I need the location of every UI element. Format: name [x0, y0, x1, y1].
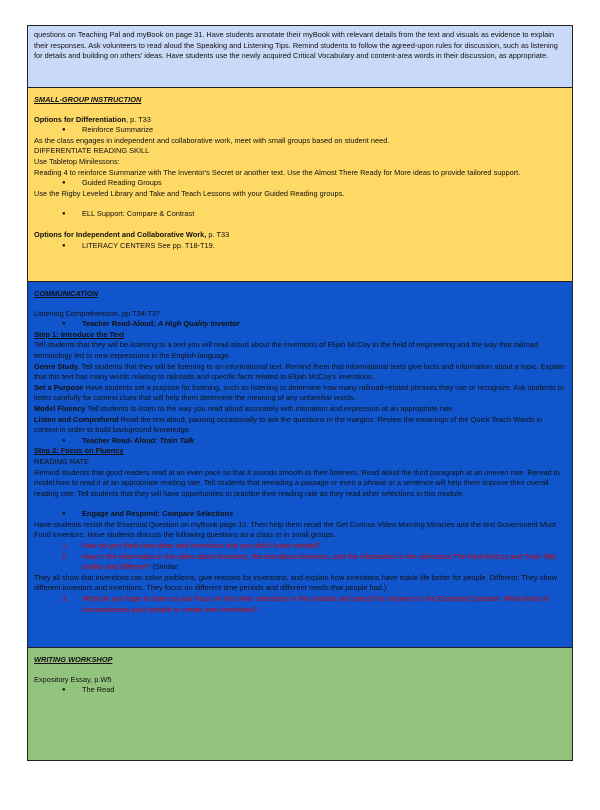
- set-purpose-text: Have students set a purpose for listening, such as listening to determine how many railroad-related phrases they use or recognize. Ask students to listen carefully for context clues that will help them determine the meaning of any unfamiliar words.: [34, 382, 564, 403]
- small-group-section: [27, 88, 573, 282]
- listen-comprehend: [34, 415, 566, 436]
- small-group-heading: SMALL-GROUP INSTRUCTION: [34, 95, 142, 104]
- model-fluency: [34, 404, 566, 415]
- bullet-teacher-read-aloud-1: [34, 319, 566, 330]
- writing-heading: WRITING WORKSHOP: [34, 655, 113, 664]
- bullet-the-read: ● The Read: [34, 685, 566, 696]
- class-engages-text: As the class engages in independent and collaborative work, meet with small groups based on student need.: [34, 135, 390, 145]
- options-differentiation: [34, 115, 566, 126]
- step-1-text: Tell students that they will be listening to a text you will read aloud about the inventions of Elijah McCoy in the field of engineering and the way that railroad terminology led to new expressions in the English language.: [34, 340, 539, 360]
- writing-workshop-section: [27, 648, 573, 761]
- reading-rate-text: Remind students that good readers read at an even pace so that it sounds smooth to their listeners. Read aloud the third paragraph at an uneven rate. Reread to model how to read it at an appropriate reading rate. Tell students that rereading a passage or even a phrase or a sentence will help them improve their overall reading rate. Tell students that they will have opportunities to practice their reading rate as they read other selections in this module.: [34, 467, 560, 498]
- set-purpose-label: Set a Purpose: [34, 382, 84, 392]
- discussion-text: questions on Teaching Pal and myBook on page 31. Have students annotate their myBook with relevant details from the text and visuals as evidence to explain their responses. Ask volunteers to read aloud the Speaking and Listening Tips. Remind students to follow the agreed-upon rules for discussion, such as listening for details and building on others' ideas. Have students use the newly acquired Critical Vocabulary and content-area words in their discussion, as appropriate.: [34, 30, 558, 61]
- bullet-guided-reading: ● Guided Reading Groups: [34, 178, 566, 189]
- bullet-reinforce-summarize: ● Reinforce Summarize: [34, 125, 566, 136]
- bullet-literacy-centers: ● LITERACY CENTERS See pp. T18-T19.: [34, 241, 566, 252]
- communication-heading: COMMUNICATION: [34, 289, 98, 298]
- question-3-text: What do you hope to learn as you focus on the other selections in this module and search for answers to the Essential Question: What kinds of circumstances push people to create new inventions?: [82, 594, 549, 614]
- step-1-heading: Step 1: Introduce the Text: [34, 329, 125, 339]
- question-2-tail: (Similar:: [150, 562, 180, 572]
- question-2-text: How is the information in the video about Inventors, the text about inventors, and the information in the selections The Real McCoy and Train Talk similar and different?: [82, 551, 557, 572]
- genre-study: [34, 362, 566, 383]
- set-purpose: [34, 383, 566, 404]
- listen-comprehend-text: Read the text aloud, pausing occasionally to ask the questions in the margins. Review the meanings of the Quick Teach Words in context in order to build background knowledge.: [34, 414, 543, 435]
- read-aloud-2-label: Teacher Read- Aloud:: [82, 435, 160, 445]
- model-fluency-label: Model Fluency: [34, 403, 86, 413]
- read-aloud-2-title: Train Talk: [159, 435, 195, 445]
- communication-section: [27, 282, 573, 648]
- question-3: 3. What do you hope to learn as you focus on the other selections in this module and search for answers to the Essential Question: What kinds of circumstances push people to create new inventions?: [62, 594, 549, 614]
- discussion-section: [27, 25, 573, 88]
- bullet-teacher-read-aloud-2: [34, 436, 566, 447]
- bullet-ell-support: ● ELL Support: Compare & Contrast: [34, 209, 566, 220]
- read-aloud-title: A High Quality Inventor: [157, 319, 240, 329]
- read-aloud-label: Teacher Read-Aloud:: [82, 319, 158, 329]
- differentiate-skill: DIFFERENTIATE READING SKILL: [34, 146, 150, 156]
- options-independent: [34, 230, 566, 241]
- revisit-text: Have students revisit the Essential Question on myBook page 10. Then help them recall the Get Curious Video Morning Miracles and the text Government Must Fund Inventors. Have students discuss the following questions as a class or in small groups.: [34, 519, 556, 540]
- listening-comprehension: Listening Comprehension, pp.T34-T37: [34, 308, 161, 318]
- model-fluency-text: Tell students to listen to the way you read aloud accurately with intonation and expression at an appropriate rate.: [85, 403, 455, 413]
- tabletop-minilessons: Use Tabletop Minilessons:: [34, 156, 120, 166]
- options-ind-label: Options for Independent and Collaborative Work,: [34, 229, 207, 239]
- lesson-plan-page: [27, 25, 573, 761]
- reading-4-text: Reading 4 to reinforce Summarize with The Inventor's Secret or another text. Use the Almost There Ready for More ideas to provide tailored support.: [34, 167, 521, 177]
- options-diff-page: , p. T33: [125, 114, 151, 124]
- options-ind-page: p. T33: [206, 229, 230, 239]
- listen-comprehend-label: Listen and Comprehend: [34, 414, 119, 424]
- step-2-heading: Step 2: Focus on Fluency: [34, 446, 124, 456]
- question-1-text: How do you think new ideas and inventions that you didn't know existed?: [82, 541, 321, 551]
- genre-study-label: Genre Study.: [34, 361, 80, 371]
- options-diff-label: Options for Differentiation: [34, 114, 126, 124]
- question-2: 2. How is the information in the video about Inventors, the text about inventors, and the information in the selections The Real McCoy and Train Talk similar and different? (Similar:: [62, 551, 557, 572]
- genre-study-text: Tell students that they will be listening to an informational text. Remind them that informational texts give facts and information about a topic. Explain that this text has many words relating to railroads and specific facts related to Elijah McCoy's inventions.: [34, 361, 565, 382]
- bullet-engage-respond: ● Engage and Respond: Compare Selections: [34, 509, 566, 520]
- rigby-text: Use the Rigby Leveled Library and Take and Teach Lessons with your Guided Reading groups.: [34, 188, 345, 198]
- answer-text: They all show that inventions can solve problems, give reasons for inventions, and explain how inventions have made life better for people. Different: They show different inventors and inventions. They focus on different time periods and different needs that people had.): [34, 572, 558, 593]
- expository-essay: Expository Essay, p.W5: [34, 674, 112, 684]
- reading-rate-heading: READING RATE: [34, 456, 89, 466]
- question-1: 1. How do you think new ideas and inventions that you didn't know existed?: [62, 541, 321, 551]
